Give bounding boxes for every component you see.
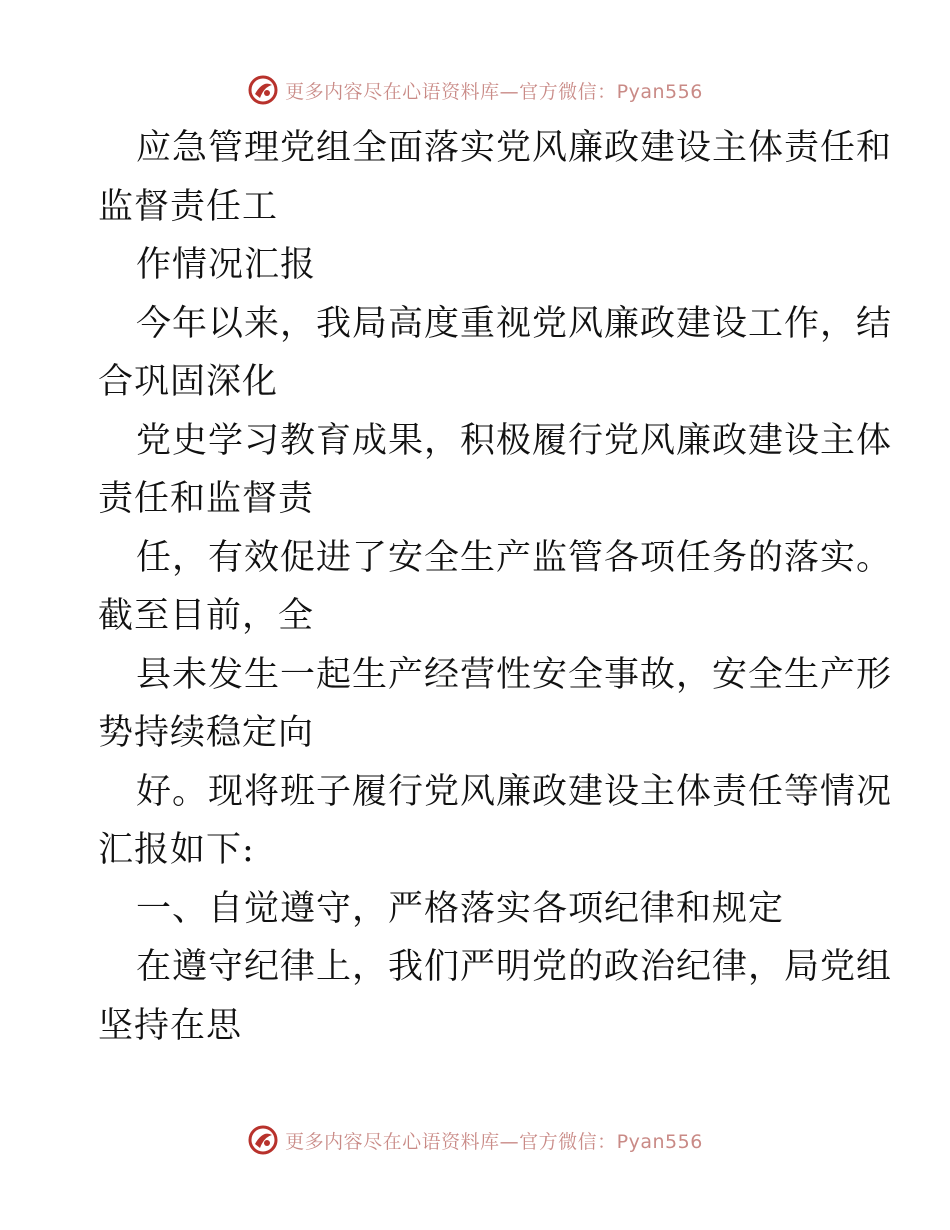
- paragraph-line: 在遵守纪律上，我们严明党的政治纪律，局党组: [136, 947, 893, 987]
- title-line-3: 作情况汇报: [136, 245, 317, 285]
- footer-banner-text: 更多内容尽在心语资料库—官方微信：Pyan556: [285, 1130, 703, 1153]
- paragraph-line: 坚持在思: [98, 1005, 243, 1046]
- document-body: [98, 119, 893, 1055]
- red-swirl-logo-icon: [247, 1124, 279, 1156]
- paragraph-line: 责任和监督责: [98, 479, 315, 519]
- header-banner: [0, 70, 950, 110]
- paragraph-line: 截至目前，全: [98, 596, 315, 636]
- red-swirl-logo-icon: [247, 74, 279, 106]
- paragraph-line: 党史学习教育成果，积极履行党风廉政建设主体: [136, 420, 893, 461]
- paragraph-line: 汇报如下:: [98, 830, 255, 870]
- paragraph-line: 县未发生一起生产经营性安全事故，安全生产形: [136, 654, 893, 695]
- title-line-1: 应急管理党组全面落实党风廉政建设主体责任和: [136, 128, 893, 168]
- paragraph-line: 任，有效促进了安全生产监管各项任务的落实。: [136, 537, 893, 578]
- header-banner-text: 更多内容尽在心语资料库—官方微信：Pyan556: [285, 80, 703, 103]
- paragraph-line: 好。现将班子履行党风廉政建设主体责任等情况: [136, 771, 893, 812]
- paragraph-line: 势持续稳定向: [98, 713, 315, 753]
- paragraph-line: 今年以来，我局高度重视党风廉政建设工作，结: [136, 303, 893, 344]
- footer-banner: [0, 1120, 950, 1160]
- title-line-2: 监督责任工: [98, 186, 279, 227]
- section-heading: 一、自觉遵守，严格落实各项纪律和规定: [136, 888, 785, 929]
- paragraph-line: 合巩固深化: [98, 362, 279, 402]
